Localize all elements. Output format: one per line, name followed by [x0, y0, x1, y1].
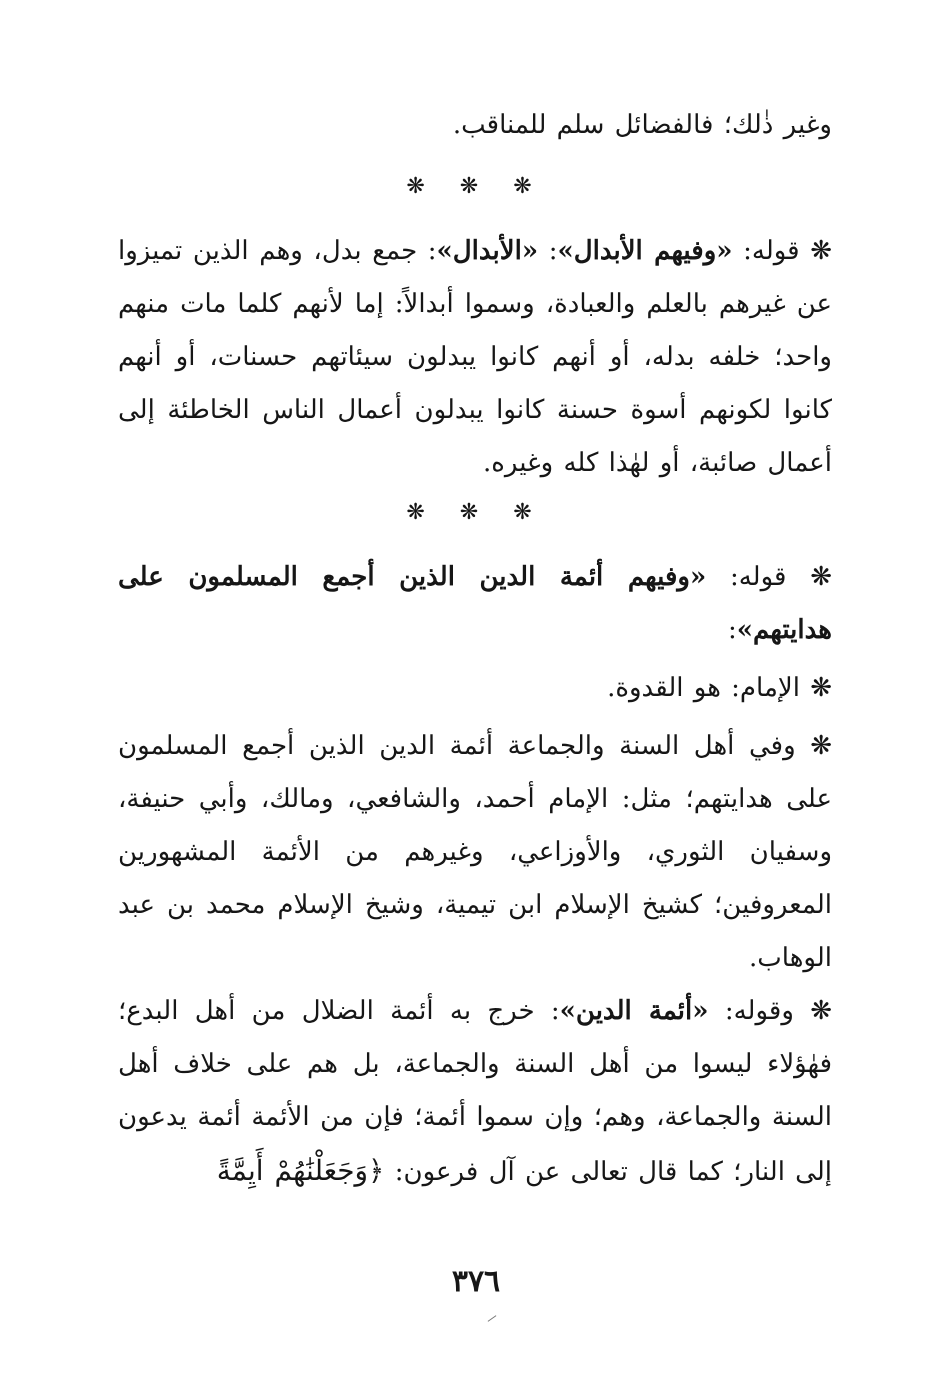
colon: :: [728, 615, 737, 645]
paragraph-text: : جمع بدل، وهم الذين تميزوا عن غيرهم بالعلم والعبادة، وسموا أبدالاً: إما لأنهم كلما مات منهم واحد؛ خلفه بدله، أو أنهم كانوا يبدلون سيئاتهم حسنات، أو أنهم كانوا لكونهم أسوة حسنة كانوا يبدلون أعمال الناس الخاطئة إلى أعمال صائبة، أو لهٰذا كله وغيره.: [118, 236, 832, 478]
quran-verse: ﴿وَجَعَلْنَٰهُمْ أَيِمَّةً: [216, 1154, 385, 1187]
bullet-star: ❋: [810, 236, 833, 266]
paragraph-text: : خرج به أئمة الضلال من أهل البدع؛ فهٰؤلاء ليسوا من أهل السنة والجماعة، بل هم على خلاف أهل السنة والجماعة، وهم؛ وإن سموا أئمة؛ فإن من الأئمة أئمة يدعون إلى النار؛ كما قال تعالى عن آل فرعون:: [118, 996, 832, 1187]
paragraph-intro: [118, 99, 832, 152]
quoted-phrase: «وفيهم الأبدال»: [557, 236, 733, 266]
bullet-star: ❋: [810, 996, 833, 1026]
paragraph-text: وفي أهل السنة والجماعة أئمة الدين الذين أجمع المسلمون على هدايتهم؛ مثل: الإمام أحمد، والشافعي، ومالك، وأبي حنيفة، وسفيان الثوري، والأوزاعي، وغيرهم من الأئمة المشهورين المعروفين؛ كشيخ الإسلام ابن تيمية، وشيخ الإسلام محمد بن عبد الوهاب.: [118, 731, 832, 973]
defined-term: «الأبدال»: [436, 236, 539, 266]
section-separator: ❋ ❋ ❋: [406, 500, 546, 525]
paragraph-text: وغير ذٰلك؛ فالفضائل سلم للمناقب.: [452, 110, 832, 140]
paragraph-text: الإمام: هو القدوة.: [607, 673, 800, 703]
page-number: ٣٧٦: [451, 1264, 501, 1299]
quoted-phrase: «وفيهم أئمة الدين الذين أجمع المسلمون على هدايتهم»: [118, 562, 832, 645]
bullet-star: ❋: [810, 562, 833, 592]
paragraph-prefix: وقوله:: [724, 996, 794, 1026]
paragraph-prefix: قوله:: [743, 236, 800, 266]
paragraph-imams-heading: [118, 551, 832, 657]
colon: :: [548, 236, 558, 266]
paragraph-ahl-sunnah: [118, 720, 832, 985]
scan-mark: [488, 1315, 497, 1322]
paragraph-imam-definition: [118, 662, 832, 715]
paragraph-prefix: قوله:: [729, 562, 787, 592]
quoted-phrase: «أئمة الدين»: [559, 996, 709, 1026]
bullet-star: ❋: [810, 731, 833, 761]
paragraph-misguided-imams: [118, 985, 832, 1199]
section-separator: ❋ ❋ ❋: [406, 174, 546, 199]
bullet-star: ❋: [810, 673, 832, 703]
paragraph-abdal: [118, 225, 832, 490]
